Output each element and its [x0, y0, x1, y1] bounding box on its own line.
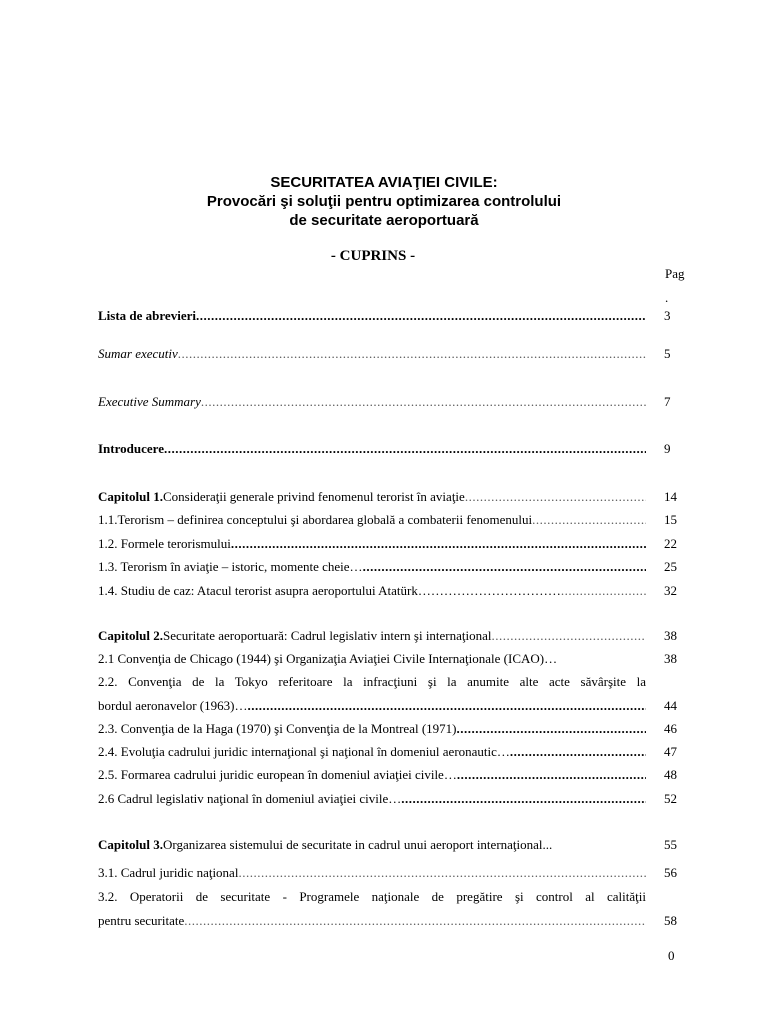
toc-page-number: 5 [664, 346, 671, 361]
toc-entry-3-1[interactable] [98, 864, 646, 882]
toc-page-number: 46 [664, 721, 677, 736]
toc-page-number: 9 [664, 441, 671, 456]
toc-page-number: 32 [664, 583, 677, 598]
chapter-label: Capitolul 2. [98, 628, 164, 643]
toc-entry-title: 2.3. Convenţia de la Haga (1970) şi Convenţia de la Montreal (1971) [98, 721, 457, 736]
toc-entry-capitolul-2[interactable] [98, 627, 646, 645]
toc-page-number: 47 [664, 744, 677, 759]
toc-entry-title: 1.4. Studiu de caz: Atacul terorist asupra aeroportului Atatürk…………………………… [98, 583, 561, 598]
toc-leader [178, 345, 646, 363]
toc-entry-2-5[interactable] [98, 766, 646, 784]
toc-leader [164, 440, 646, 458]
page-column-label: Pag [665, 266, 685, 281]
toc-entry-title: 1.1.Terorism – definirea conceptului şi abordarea globală a combaterii fenomenului [98, 512, 533, 527]
toc-entry-2-2-line2[interactable] [98, 697, 646, 715]
toc-entry-title: Lista de abrevieri [98, 308, 196, 323]
toc-entry-title: bordul aeronavelor (1963)… [98, 698, 248, 713]
toc-leader [510, 743, 646, 761]
toc-leader [196, 307, 646, 325]
toc-entry-title: 2.1 Convenţia de Chicago (1944) şi Organizaţia Aviaţiei Civile Internaţionale (ICAO)… [98, 651, 558, 666]
chapter-label: Capitolul 3. [98, 837, 164, 852]
toc-page-number: 52 [664, 791, 677, 806]
toc-entry-title: pentru securitate [98, 913, 185, 928]
toc-entry-title: Introducere [98, 441, 164, 456]
toc-page-number: 7 [664, 394, 671, 409]
toc-leader [465, 488, 646, 506]
toc-leader [238, 864, 646, 882]
toc-page-number: 15 [664, 512, 677, 527]
toc-page-number: 38 [664, 628, 677, 643]
toc-entry-title: Organizarea sistemului de securitate in cadrul unui aeroport internaţional [163, 837, 543, 852]
toc-entry-title: 2.6 Cadrul legislativ naţional în domeniul aviaţiei civile… [98, 791, 402, 806]
toc-entry-2-3[interactable] [98, 720, 646, 738]
toc-entry-title: 1.3. Terorism în aviaţie – istoric, momente cheie… [98, 559, 363, 574]
toc-entry-title: 3.1. Cadrul juridic naţional [98, 865, 239, 880]
document-subtitle-line1: Provocări şi soluţii pentru optimizarea controlului [206, 193, 562, 210]
toc-page-number: 14 [664, 489, 677, 504]
toc-leader [363, 558, 646, 576]
toc-entry-title: Securitate aeroportuară: Cadrul legislativ intern şi internaţional [163, 628, 492, 643]
toc-page-number: 3 [664, 308, 671, 323]
document-subtitle-line2: de securitate aeroportuară [289, 212, 479, 229]
document-title: SECURITATEA AVIAŢIEI CIVILE: [270, 174, 498, 191]
toc-page-number: 38 [664, 651, 677, 666]
toc-entry-title: 2.5. Formarea cadrului juridic european în domeniul aviaţiei civile… [98, 767, 457, 782]
toc-leader [457, 766, 646, 784]
toc-leader [184, 912, 646, 930]
chapter-label: Capitolul 1. [98, 489, 164, 504]
toc-entry-title: Sumar executiv [98, 346, 178, 361]
toc-page-number: 58 [664, 913, 677, 928]
toc-entry-2-6[interactable] [98, 790, 646, 808]
toc-leader [492, 627, 646, 645]
toc-page-number: 25 [664, 559, 677, 574]
cuprins-heading: - CUPRINS - [330, 248, 416, 264]
toc-entry-title: 1.2. Formele terorismului [98, 536, 231, 551]
toc-entry-executive-summary[interactable] [98, 393, 646, 411]
toc-leader [401, 790, 646, 808]
toc-entry-capitolul-1[interactable] [98, 488, 646, 506]
toc-entry-abrevieri[interactable] [98, 307, 646, 325]
toc-entry-1-1[interactable] [98, 511, 646, 529]
toc-entry-2-4[interactable] [98, 743, 646, 761]
toc-leader [247, 697, 646, 715]
toc-page-number: 55 [664, 837, 677, 852]
toc-entry-2-2-line1[interactable]: 2.2. Convenţia de la Tokyo referitoare la infracţiuni şi la anumite alte acte săvârşite la [98, 674, 646, 689]
page-column-dot: . [665, 290, 669, 305]
toc-leader [457, 720, 647, 738]
toc-entry-3-2-line1[interactable]: 3.2. Operatorii de securitate - Programele naţionale de pregătire şi control al calităţii [98, 889, 646, 904]
toc-page-number: 22 [664, 536, 677, 551]
toc-page-number: 56 [664, 865, 677, 880]
toc-page-number: 48 [664, 767, 677, 782]
toc-leader [201, 393, 646, 411]
toc-entry-3-2-line2[interactable] [98, 912, 646, 930]
toc-leader [532, 511, 646, 529]
toc-entry-1-2[interactable] [98, 535, 646, 553]
toc-entry-capitolul-3[interactable] [98, 836, 646, 854]
toc-entry-title: Consideraţii generale privind fenomenul terorist în aviaţie [163, 489, 465, 504]
toc-entry-2-1[interactable] [98, 650, 646, 668]
toc-entry-1-3[interactable] [98, 558, 646, 576]
toc-leader [561, 582, 646, 600]
toc-entry-tail: ... [542, 837, 553, 852]
footer-page-number: 0 [668, 948, 675, 963]
toc-page-number: 44 [664, 698, 677, 713]
toc-entry-1-4[interactable] [98, 582, 646, 600]
toc-entry-title: 2.4. Evoluţia cadrului juridic internaţional şi naţional în domeniul aeronautic… [98, 744, 510, 759]
toc-leader [231, 535, 646, 553]
toc-entry-sumar-executiv[interactable] [98, 345, 646, 363]
toc-entry-title: Executive Summary [98, 394, 201, 409]
toc-entry-introducere[interactable] [98, 440, 646, 458]
